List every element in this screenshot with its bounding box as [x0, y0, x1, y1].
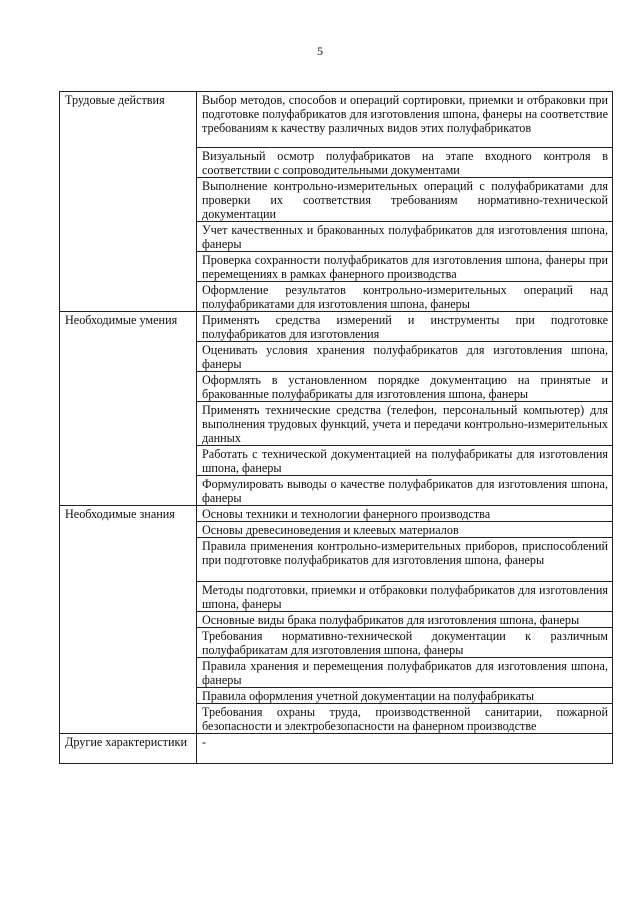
section-item: Учет качественных и бракованных полуфабрикатов для изготовления шпона, фанеры	[197, 222, 613, 252]
section-item: Формулировать выводы о качестве полуфабрикатов для изготовления шпона, фанеры	[197, 476, 613, 506]
section-label: Другие характеристики	[60, 734, 197, 764]
section-item: Требования нормативно-технической документации к различным полуфабрикатам для изготовления шпона, фанеры	[197, 628, 613, 658]
section-item: Правила применения контрольно-измерительных приборов, приспособлений при подготовке полуфабрикатов для изготовления шпона, фанеры	[197, 538, 613, 582]
section-item: Основы древесиноведения и клеевых материалов	[197, 522, 613, 538]
section-item: Применять технические средства (телефон, персональный компьютер) для выполнения трудовых функций, учета и передачи контрольно-измерительных данных	[197, 402, 613, 446]
section-label: Трудовые действия	[60, 92, 197, 312]
table-row	[60, 506, 613, 522]
section-item: Основы техники и технологии фанерного производства	[197, 506, 613, 522]
section-item: -	[197, 734, 613, 764]
section-item: Требования охраны труда, производственной санитарии, пожарной безопасности и электробезопасности на фанерном производстве	[197, 704, 613, 734]
section-label: Необходимые умения	[60, 312, 197, 506]
section-item: Выбор методов, способов и операций сортировки, приемки и отбраковки при подготовке полуфабрикатов для изготовления шпона, фанеры на соответствие требованиям к качеству различных видов этих полуфабрикатов	[197, 92, 613, 148]
section-item: Оформлять в установленном порядке документацию на принятые и бракованные полуфабрикаты для изготовления шпона, фанеры	[197, 372, 613, 402]
requirements-table	[59, 91, 613, 764]
table-row	[60, 92, 613, 148]
section-item: Оформление результатов контрольно-измерительных операций над полуфабрикатами для изготовления шпона, фанеры	[197, 282, 613, 312]
page-number: 5	[317, 44, 323, 58]
section-item: Правила оформления учетной документации на полуфабрикаты	[197, 688, 613, 704]
section-item: Работать с технической документацией на полуфабрикаты для изготовления шпона, фанеры	[197, 446, 613, 476]
table-row	[60, 312, 613, 342]
section-item: Визуальный осмотр полуфабрикатов на этапе входного контроля в соответствии с сопроводительными документами	[197, 148, 613, 178]
section-item: Выполнение контрольно-измерительных операций с полуфабрикатами для проверки их соответствия требованиям нормативно-технической документации	[197, 178, 613, 222]
section-item: Оценивать условия хранения полуфабрикатов для изготовления шпона, фанеры	[197, 342, 613, 372]
section-item: Применять средства измерений и инструменты при подготовке полуфабрикатов для изготовления	[197, 312, 613, 342]
section-item: Основные виды брака полуфабрикатов для изготовления шпона, фанеры	[197, 612, 613, 628]
section-item: Методы подготовки, приемки и отбраковки полуфабрикатов для изготовления шпона, фанеры	[197, 582, 613, 612]
section-label: Необходимые знания	[60, 506, 197, 734]
requirements-table-body	[60, 92, 613, 764]
table-row	[60, 734, 613, 764]
section-item: Проверка сохранности полуфабрикатов для изготовления шпона, фанеры при перемещениях в рамках фанерного производства	[197, 252, 613, 282]
section-item: Правила хранения и перемещения полуфабрикатов для изготовления шпона, фанеры	[197, 658, 613, 688]
